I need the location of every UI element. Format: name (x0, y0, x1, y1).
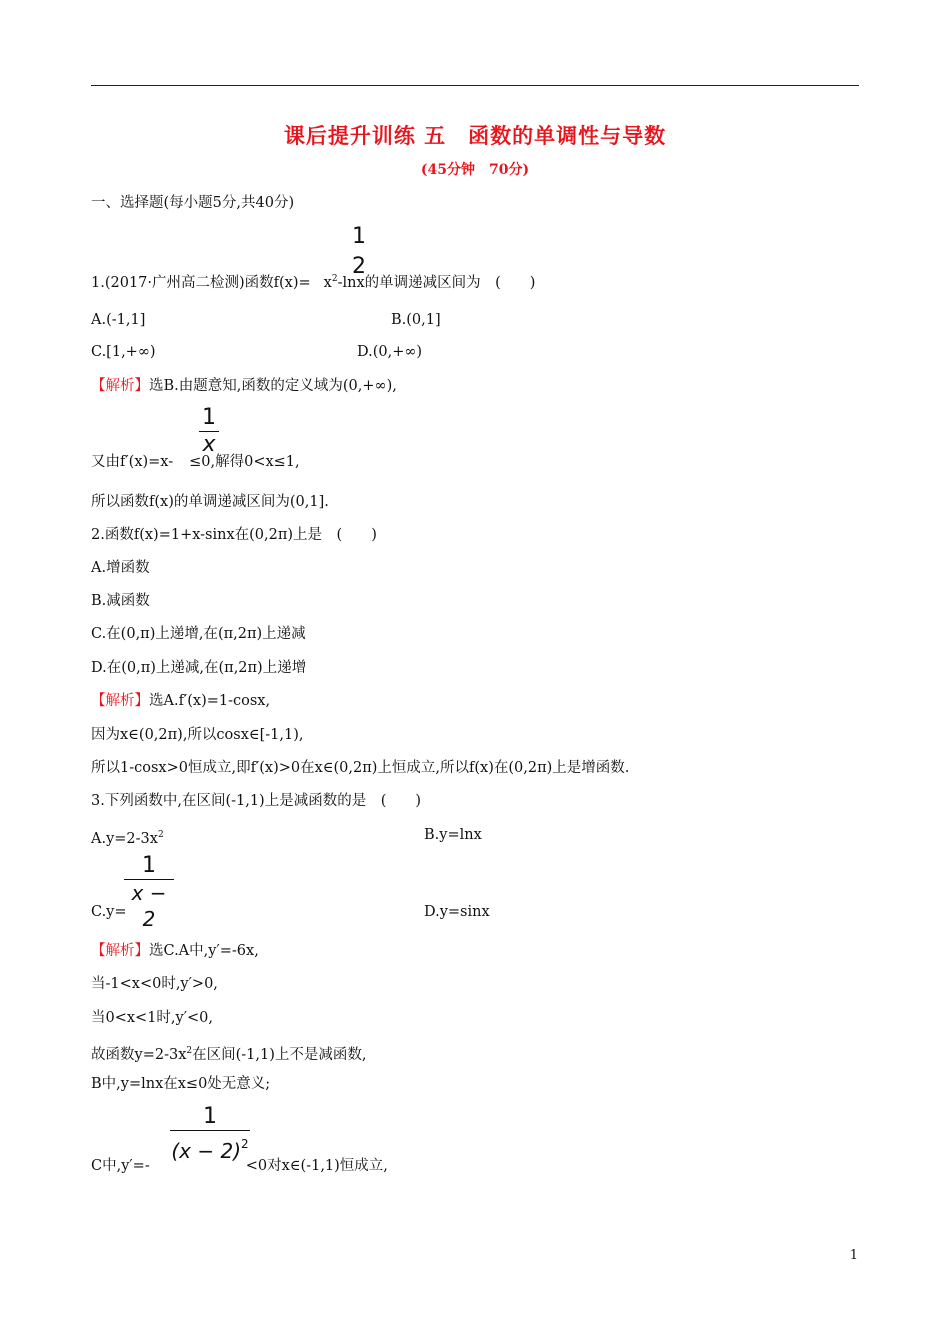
q3-solution-fraction: 1 $(x - 2)^2$ (171, 1104, 249, 1163)
solution-tag: 【解析】 (91, 943, 149, 959)
q2-solution-line-2: 因为x∈(0,2π),所以cosx∈[-1,1), (91, 727, 304, 743)
solution-tag: 【解析】 (91, 693, 149, 709)
q1-fraction: 1 2 (352, 224, 366, 279)
q2-option-d: D.在(0,π)上递减,在(π,2π)上递增 (91, 660, 307, 676)
q2-solution-line-3: 所以1-cosx>0恒成立,即f′(x)>0在x∈(0,2π)上恒成立,所以f(x)在(0,2π)上是增函数. (91, 760, 630, 776)
header-rule (91, 85, 859, 86)
q3-solution-line-4: 故函数$y=2-3x^2$在区间(-1,1)上不是减函数, (91, 1046, 367, 1063)
q3-option-b: B.y=lnx (424, 827, 482, 843)
q3-option-a: $A.y=2-3x^2$ (91, 830, 164, 847)
q3-solution-line-5: B中,y=lnx在x≤0处无意义; (91, 1076, 271, 1092)
q1-option-d: D.(0,+∞) (357, 344, 423, 360)
q1-option-b: B.(0,1] (391, 312, 441, 328)
q2-option-c: C.在(0,π)上递增,在(π,2π)上递减 (91, 626, 306, 642)
q3-solution-line-3: 当0<x<1时,y′<0, (91, 1010, 214, 1026)
q1-option-c: C.[1,+∞) (91, 344, 156, 360)
q2-stem: 2.函数f(x)=1+x-sinx在(0,2π)上是 ( ) (91, 527, 377, 543)
section-heading: 一、选择题(每小题5分,共40分) (91, 195, 295, 211)
page-number: 1 (849, 1248, 858, 1263)
q2-solution-line-1: 【解析】选A.f′(x)=1-cosx, (91, 693, 271, 709)
q1-solution-line-3: 所以函数f(x)的单调递减区间为(0,1]. (91, 494, 329, 510)
q2-option-b: B.减函数 (91, 593, 150, 609)
q1-option-a: A.(-1,1] (91, 312, 146, 328)
q3-option-c: C.y= (91, 904, 127, 920)
q3-option-d: D.y=sinx (424, 904, 490, 920)
q1-stem: 1.(2017·广州高二检测)函数$f(x)= x^2$-lnx的单调递减区间为 ( ) (91, 274, 536, 291)
q3-stem: 3.下列函数中,在区间(-1,1)上是减函数的是 ( ) (91, 793, 422, 809)
q1-solution-fraction: 1 x (199, 405, 219, 458)
page-subtitle: (45分钟 70分) (420, 162, 530, 178)
q1-solution-line-2: 又由f′(x)=x- ≤0,解得0<x≤1, (91, 454, 300, 470)
q3-solution-line-1: 【解析】选C.A中,y′=-6x, (91, 943, 259, 959)
page-title: 课后提升训练 五 函数的单调性与导数 (283, 123, 667, 148)
solution-tag: 【解析】 (91, 378, 149, 394)
q3-option-c-fraction: 1 x − 2 (124, 853, 174, 932)
q3-solution-line-6: C中,y′=- <0对x∈(-1,1)恒成立, (91, 1158, 388, 1174)
q2-option-a: A.增函数 (91, 560, 150, 576)
q1-solution-line-1: 【解析】选B.由题意知,函数的定义域为(0,+∞), (91, 378, 397, 394)
q3-solution-line-2: 当-1<x<0时,y′>0, (91, 976, 218, 992)
